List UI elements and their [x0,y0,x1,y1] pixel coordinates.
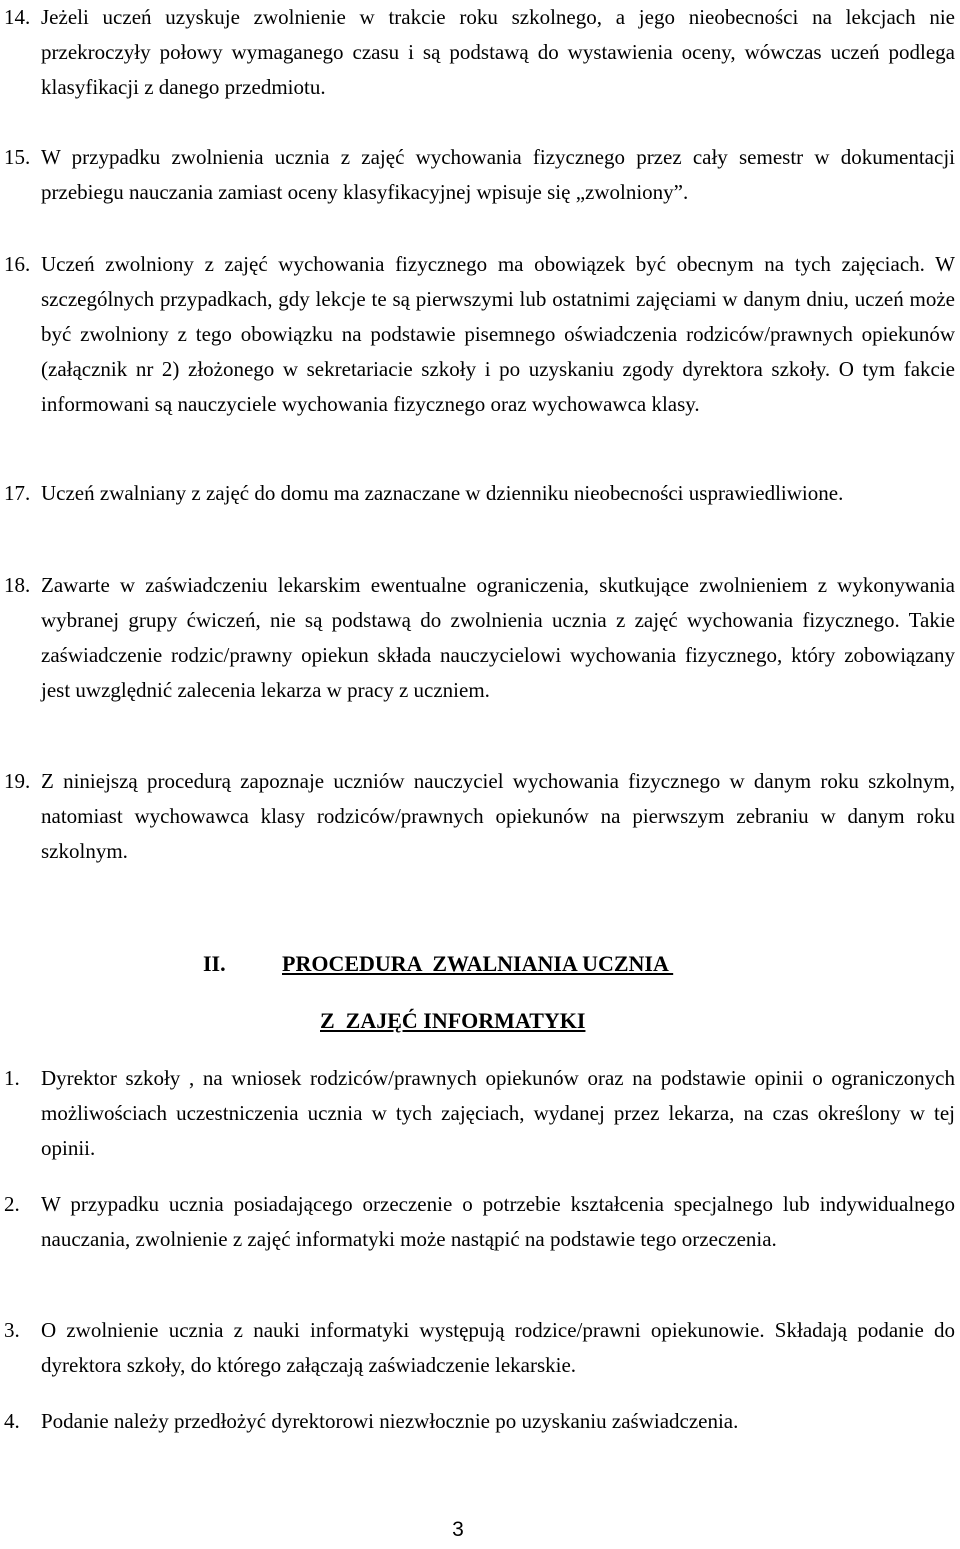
list-text: Jeżeli uczeń uzyskuje zwolnienie w trakcie roku szkolnego, a jego nieobecności na lekcjach nie przekroczyły połowy wymaganego czasu i są podstawą do wystawienia oceny, wówczas uczeń podlega klasyfikacji z danego przedmiotu. [41,5,955,99]
list-number: 16. [4,252,31,276]
section-title-line1: PROCEDURA ZWALNIANIA UCZNIA [282,951,674,976]
list-item-3 [0,1313,955,1383]
page-number: 3 [452,1518,464,1541]
list-number: 14. [4,5,31,29]
list-item-1 [0,1061,955,1166]
list-text: Z niniejszą procedurą zapoznaje uczniów nauczyciel wychowania fizycznego w danym roku szkolnym, natomiast wychowawca klasy rodziców/prawnych opiekunów na pierwszym zebraniu w danym roku szkolnym. [41,769,955,863]
list-text: Podanie należy przedłożyć dyrektorowi niezwłocznie po uzyskaniu zaświadczenia. [41,1409,739,1433]
list-number: 15. [4,145,31,169]
list-text: W przypadku ucznia posiadającego orzeczenie o potrzebie kształcenia specjalnego lub indywidualnego nauczania, zwolnienie z zajęć informatyki może nastąpić na podstawie tego orzeczenia. [41,1192,955,1251]
list-text: Zawarte w zaświadczeniu lekarskim ewentualne ograniczenia, skutkujące zwolnieniem z wykonywania wybranej grupy ćwiczeń, nie są podstawą do zwolnienia ucznia z zajęć wychowania fizycznego. Takie zaświadczenie rodzic/prawny opiekun składa nauczycielowi wychowania fizycznego, który zobowiązany jest uwzględnić zalecenia lekarza w pracy z uczniem. [41,573,955,702]
list-text: Uczeń zwolniony z zajęć wychowania fizycznego ma obowiązek być obecnym na tych zajęciach. W szczególnych przypadkach, gdy lekcje te są pierwszymi lub ostatnimi zajęciami w danym dniu, uczeń może być zwolniony z tego obowiązku na podstawie pisemnego oświadczenia rodziców/prawnych opiekunów (załącznik nr 2) złożonego w sekretariacie szkoły i po uzyskaniu zgody dyrektora szkoły. O tym fakcie informowani są nauczyciele wychowania fizycznego oraz wychowawca klasy. [41,252,955,416]
list-item-19 [0,764,955,869]
section-roman-numeral: II. [203,951,226,976]
list-item-16 [0,247,955,422]
list-item-4 [0,1404,955,1439]
list-text: Dyrektor szkoły , na wniosek rodziców/prawnych opiekunów oraz na podstawie opinii o ograniczonych możliwościach uczestniczenia ucznia w tych zajęciach, wydanej przez lekarza, na czas określony w tej opinii. [41,1066,955,1160]
list-number: 3. [4,1318,20,1342]
list-number: 17. [4,481,31,505]
list-item-2 [0,1187,955,1257]
list-item-18 [0,568,955,708]
list-text: W przypadku zwolnienia ucznia z zajęć wychowania fizycznego przez cały semestr w dokumentacji przebiegu nauczania zamiast oceny klasyfikacyjnej wpisuje się „zwolniony”. [41,145,955,204]
section-title-line2: Z ZAJĘĆ INFORMATYKI [320,1008,586,1033]
list-number: 18. [4,573,31,597]
list-text: O zwolnienie ucznia z nauki informatyki występują rodzice/prawni opiekunowie. Składają podanie do dyrektora szkoły, do którego załączają zaświadczenie lekarskie. [41,1318,955,1377]
list-number: 1. [4,1066,20,1090]
list-text: Uczeń zwalniany z zajęć do domu ma zaznaczane w dzienniku nieobecności usprawiedliwione. [41,481,844,505]
list-item-15 [0,140,955,210]
list-item-14 [0,0,955,105]
list-number: 19. [4,769,31,793]
list-number: 2. [4,1192,20,1216]
list-item-17 [0,476,955,511]
list-number: 4. [4,1409,20,1433]
